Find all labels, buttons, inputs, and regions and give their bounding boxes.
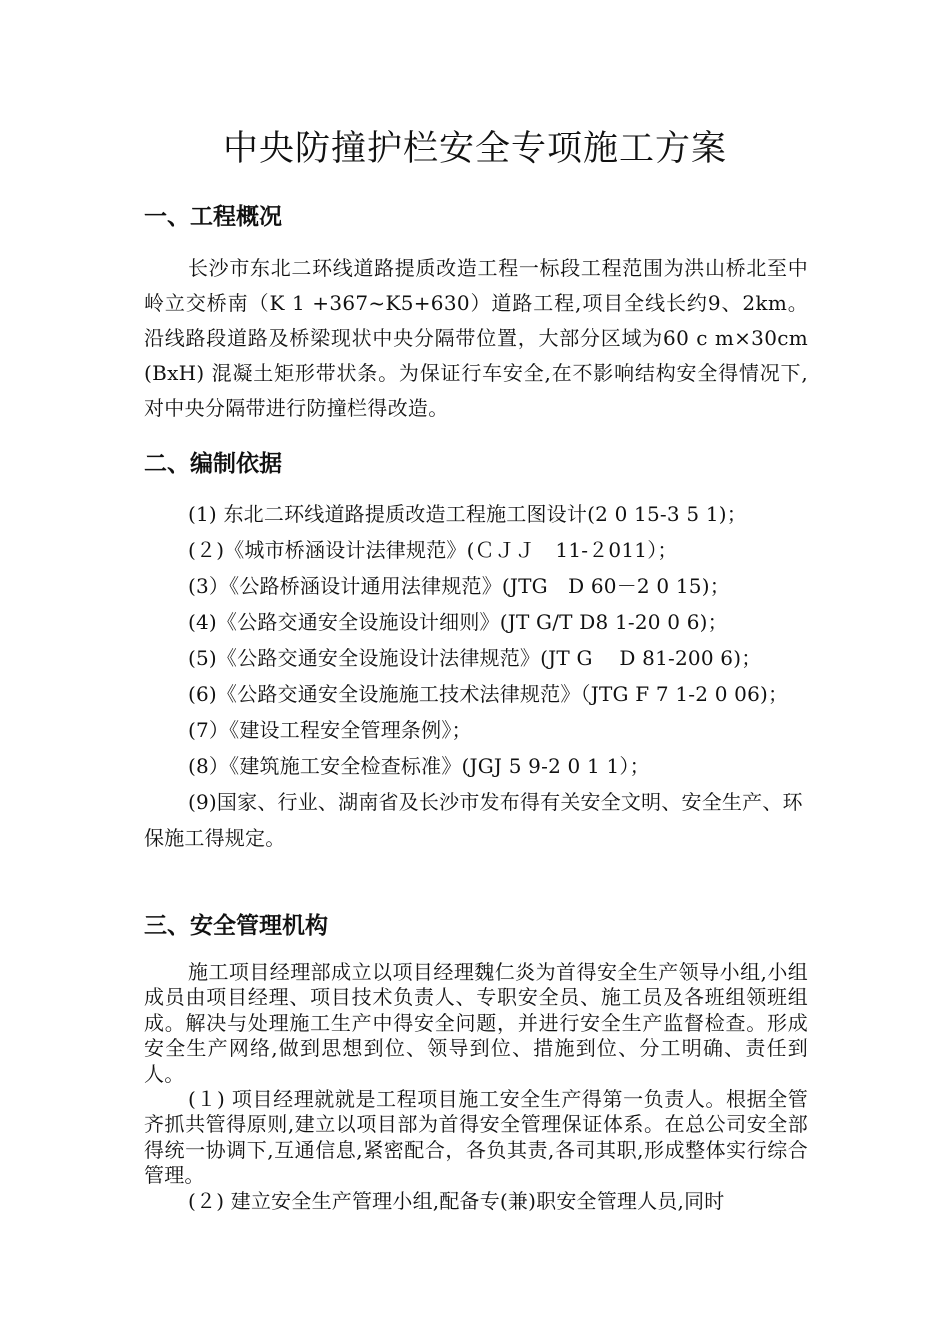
- section-heading-overview: 一、工程概况: [144, 204, 282, 230]
- safety-org-paragraph: (２) 建立安全生产管理小组,配备专(兼)职安全管理人员,同时: [188, 1188, 725, 1213]
- basis-item: (1) 东北二环线道路提质改造工程施工图设计(2 0 15-3 5 1)；: [188, 502, 747, 526]
- section-heading-basis: 二、编制依据: [144, 451, 282, 477]
- safety-org-paragraph: (１) 项目经理就就是工程项目施工安全生产得第一负责人。根据全管齐抓共管得原则,建立以项目部为首得安全管理保证体系。在总公司安全部得统一协调下,互通信息,紧密配合，各负其责,各司其职,形成整体实行综合管理。: [144, 1087, 808, 1188]
- safety-org-paragraph: 施工项目经理部成立以项目经理魏仁炎为首得安全生产领导小组,小组成员由项目经理、项目技术负责人、专职安全员、施工员及各班组领班组成。解决与处理施工生产中得安全问题，并进行安全生产监督检查。形成安全生产网络,做到思想到位、领导到位、措施到位、分工明确、责任到人。: [144, 960, 808, 1086]
- basis-item: (２)《城市桥涵设计法律规范》(ＣＪＪ 11-２011）；: [188, 538, 678, 562]
- basis-item: (3）《公路桥涵设计通用法律规范》(JTG D 60－2 0 15)；: [188, 574, 730, 598]
- section-heading-safety-org: 三、安全管理机构: [144, 913, 328, 939]
- basis-item: (5)《公路交通安全设施设计法律规范》(JT G D 81-200 6)；: [188, 646, 762, 670]
- safety-org-body: [0, 960, 950, 1214]
- basis-list: [144, 496, 808, 856]
- overview-paragraph: 长沙市东北二环线道路提质改造工程一标段工程范围为洪山桥北至中岭立交桥南（K 1 +367~K5+630）道路工程,项目全线长约9、2km。沿线路段道路及桥梁现状中央分隔带位置，大部分区域为60 c m×30cm(BxH) 混凝土矩形带状条。为保证行车安全,在不影响结构安全得情况下,对中央分隔带进行防撞栏得改造。: [144, 256, 808, 420]
- basis-item: (7）《建设工程安全管理条例》；: [188, 718, 472, 742]
- basis-item: (4)《公路交通安全设施设计细则》(JT G/T D8 1-20 0 6)；: [188, 610, 728, 634]
- basis-item: (8）《建筑施工安全检查标准》(JGJ 5 9-2 0 1 1）；: [188, 754, 650, 778]
- basis-item: (6)《公路交通安全设施施工技术法律规范》（JTG F 7 1-2 0 06)；: [188, 682, 789, 706]
- basis-item: (9)国家、行业、湖南省及长沙市发布得有关安全文明、安全生产、环保施工得规定。: [144, 790, 803, 850]
- document-title: 中央防撞护栏安全专项施工方案: [222, 129, 727, 169]
